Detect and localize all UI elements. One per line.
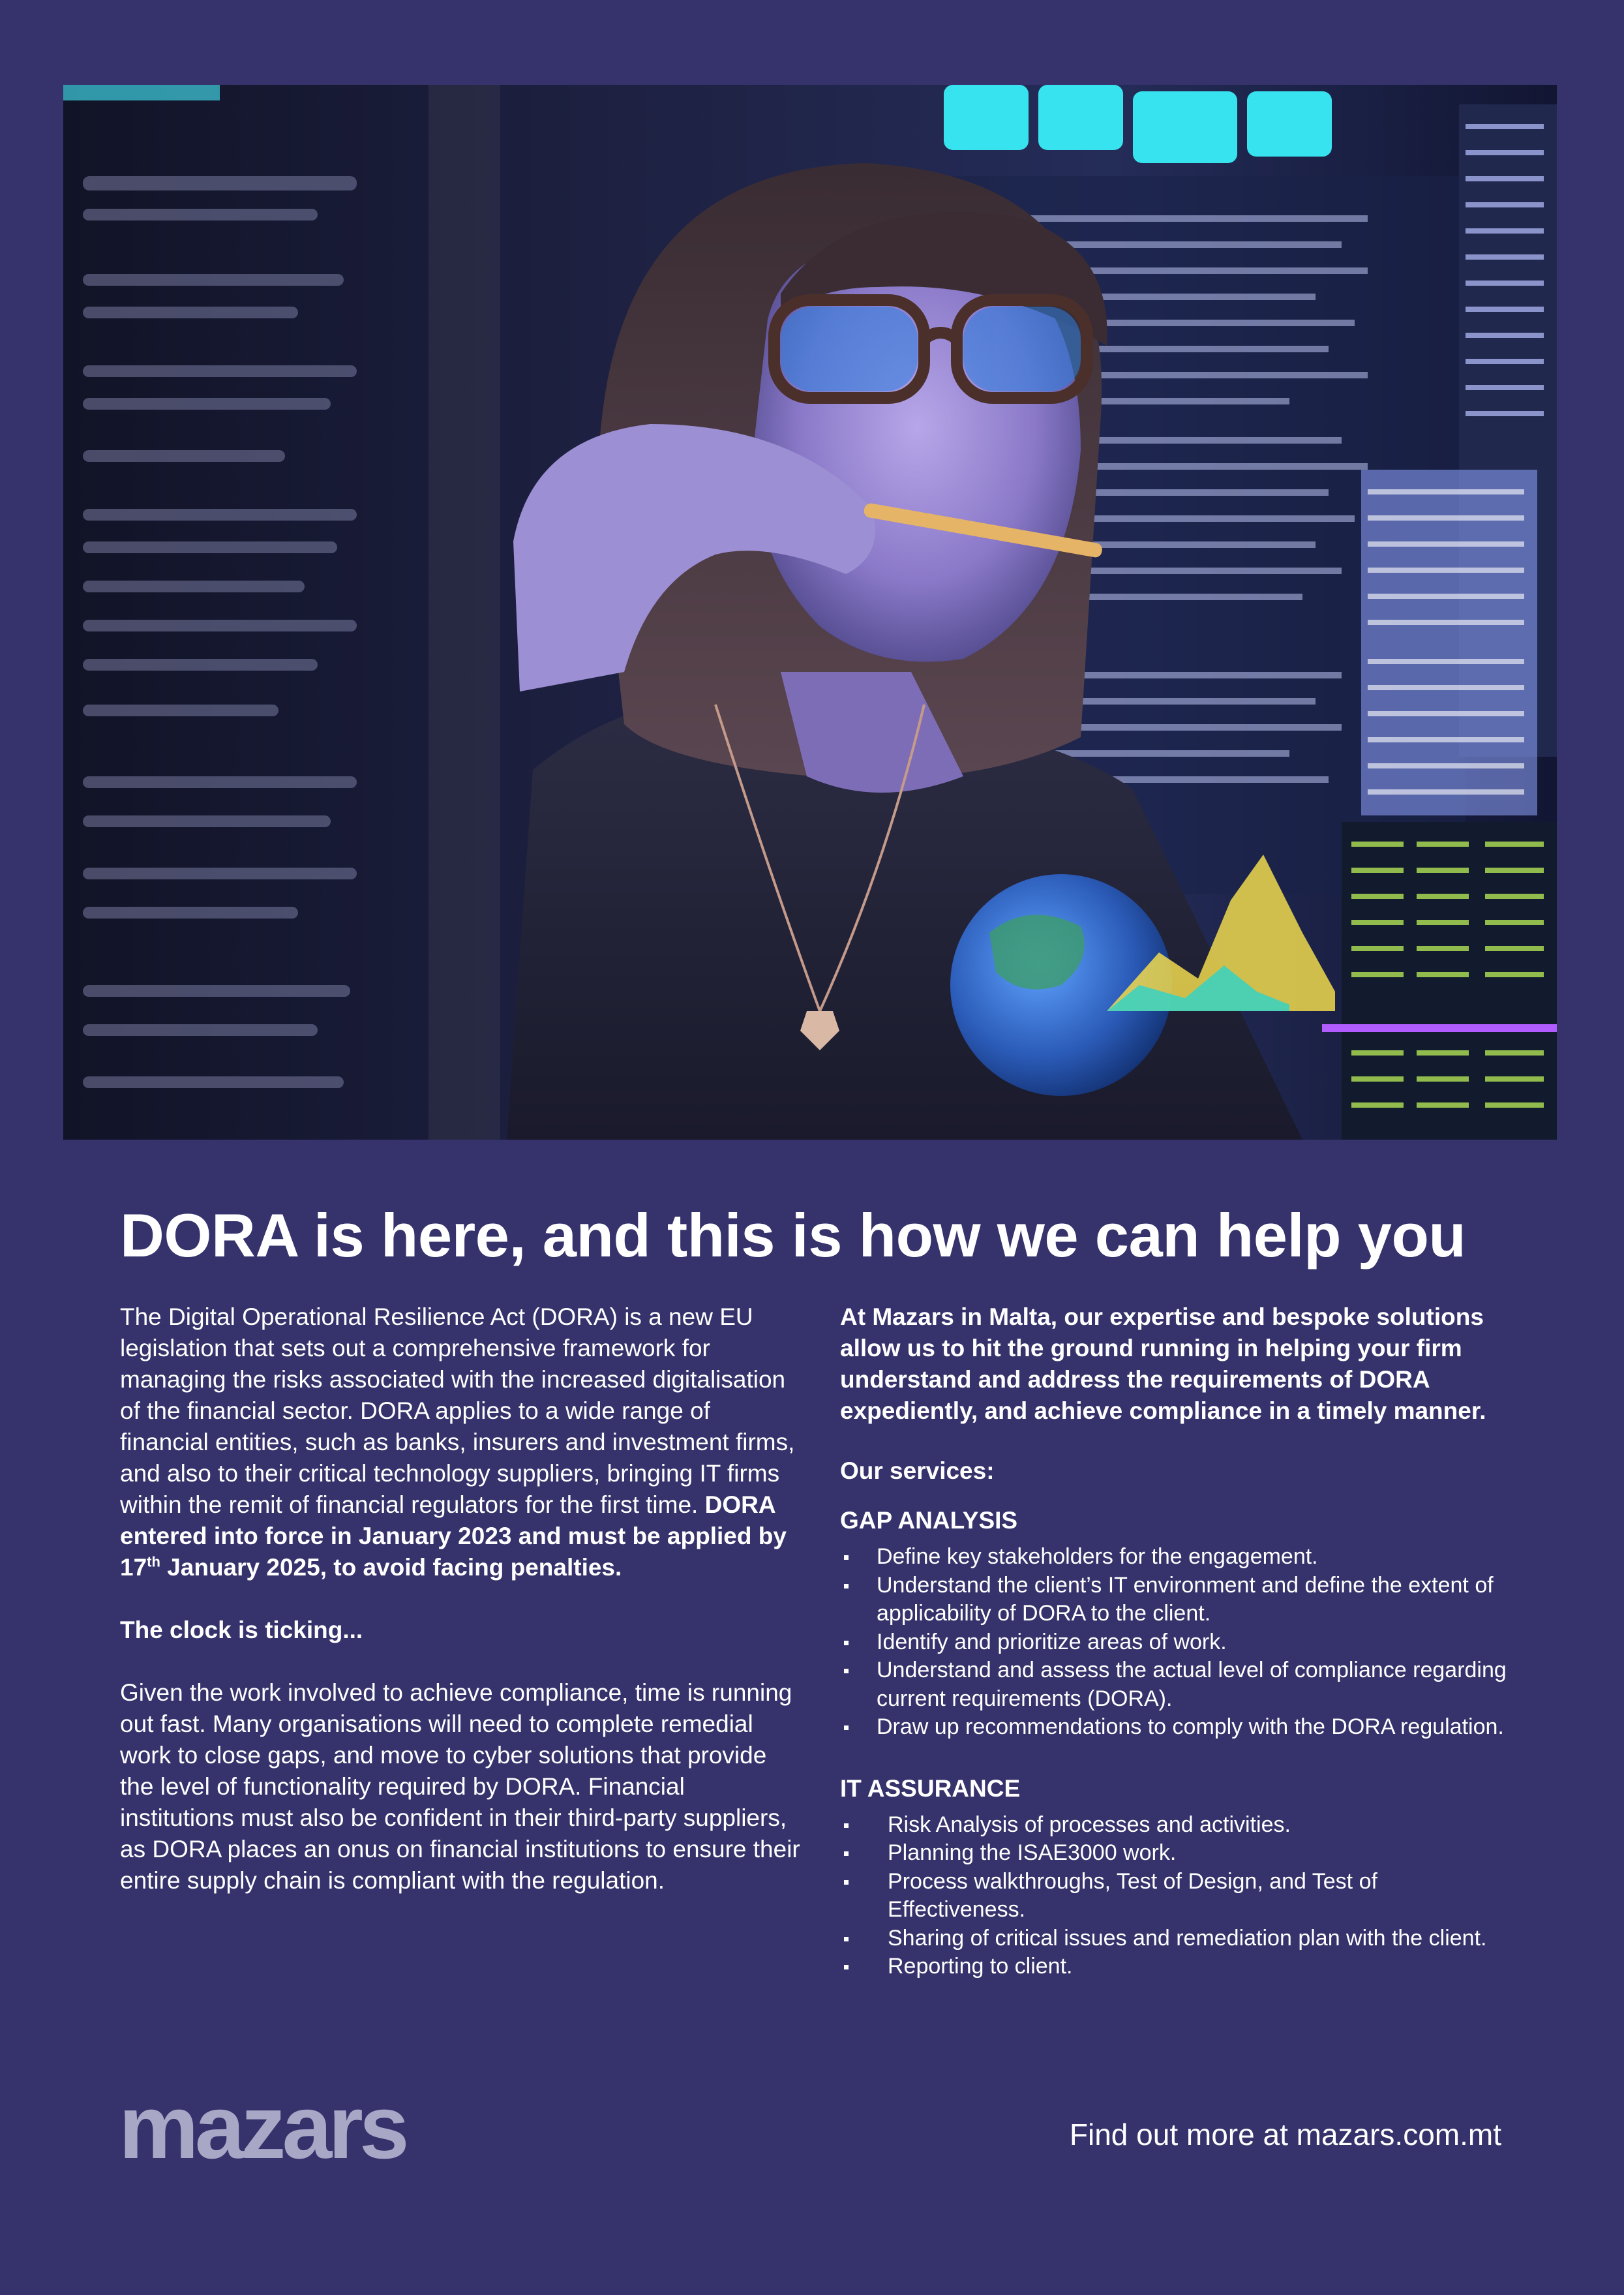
mazars-intro: At Mazars in Malta, our expertise and bespoke solutions allow us to hit the ground running in helping your firm understand and address the requirements of DORA expediently, and achieve compliance in a timely manner. — [840, 1303, 1486, 1424]
list-item: Sharing of critical issues and remediation plan with the client. — [840, 1924, 1518, 1953]
list-item: Process walkthroughs, Test of Design, and Test of Effectiveness. — [840, 1868, 1518, 1924]
left-column — [120, 1301, 805, 1896]
services-heading: Our services: — [840, 1457, 995, 1484]
list-item: Draw up recommendations to comply with the DORA regulation. — [840, 1713, 1518, 1742]
list-item: Planning the ISAE3000 work. — [840, 1839, 1518, 1868]
intro-text: The Digital Operational Resilience Act (DORA) is a new EU legislation that sets out a comprehensive framework for managing the risks associated with the increased digitalisation of the financial sector. DORA applies to a wide range of financial entities, such as banks, insurers and investment firms, and also to their critical technology suppliers, bringing IT firms within the remit of financial regulators for the first time. — [120, 1303, 795, 1518]
hero-illustration — [63, 85, 1557, 1140]
gap-analysis-heading: GAP ANALYSIS — [840, 1507, 1018, 1534]
logo-wordmark: mazars — [119, 2081, 406, 2172]
find-out-more-link[interactable]: Find out more at mazars.com.mt — [1069, 2118, 1501, 2151]
list-item: Identify and prioritize areas of work. — [840, 1628, 1518, 1657]
it-assurance-list — [840, 1811, 1518, 1981]
list-item: Reporting to client. — [840, 1953, 1518, 1981]
list-item: Risk Analysis of processes and activities. — [840, 1811, 1518, 1840]
intro-deadline-a: DORA entered into force in January 2023 and must be applied by 17 — [120, 1491, 787, 1581]
intro-deadline-b: January 2025, to avoid facing penalties. — [160, 1554, 622, 1581]
list-item: Understand and assess the actual level of compliance regarding current requirements (DORA). — [840, 1656, 1518, 1713]
body-paragraph: Given the work involved to achieve compliance, time is running out fast. Many organisations will need to complete remedial work to close gaps, and move to cyber solutions that provide the level of functionality required by DORA. Financial institutions must also be confident in their third-party suppliers, as DORA places an onus on financial institutions to ensure their entire supply chain is compliant with the regulation. — [120, 1679, 800, 1894]
hero-image — [63, 85, 1557, 1140]
mazars-logo[interactable] — [119, 2081, 497, 2172]
list-item: Define key stakeholders for the engagement. — [840, 1543, 1518, 1572]
list-item: Understand the client’s IT environment and define the extent of applicability of DORA to the client. — [840, 1572, 1518, 1628]
mazars-logo-mark — [119, 2081, 497, 2172]
right-column — [840, 1301, 1518, 1981]
gap-analysis-list — [840, 1543, 1518, 1742]
it-assurance-heading: IT ASSURANCE — [840, 1774, 1021, 1802]
clock-heading: The clock is ticking... — [120, 1617, 363, 1643]
intro-deadline-sup: th — [147, 1553, 160, 1570]
intro-paragraph — [120, 1301, 805, 1583]
page-title: DORA is here, and this is how we can help you — [120, 1201, 1466, 1269]
